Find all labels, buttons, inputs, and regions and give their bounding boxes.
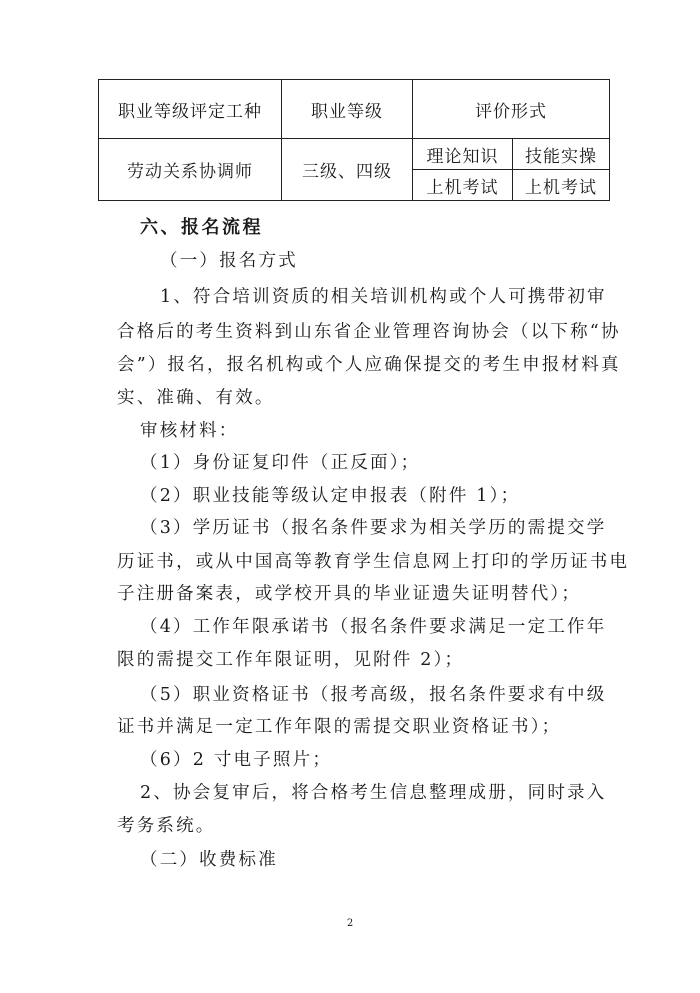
cell-trade: 劳动关系协调师: [99, 139, 282, 201]
cell-method-theory: 上机考试: [413, 170, 513, 201]
subsection-title-2: （二）收费标准: [140, 850, 278, 870]
section-heading: 六、报名流程: [140, 217, 263, 238]
list-item: （1）身份证复印件（正反面）；: [140, 453, 421, 473]
list-item: （2）职业技能等级认定申报表（附件 1）；: [140, 486, 521, 506]
list-item-continued: 限的需提交工作年限证明，见附件 2）；: [117, 650, 465, 670]
list-item-continued: 子注册备案表，或学校开具的毕业证遗失证明替代）；: [117, 584, 582, 604]
paragraph-line: 会”）报名，报名机构或个人应确保提交的考生申报材料真: [117, 355, 621, 375]
header-evaluation: 评价形式: [413, 80, 610, 139]
cell-method-practice: 上机考试: [513, 170, 610, 201]
list-item: （4）工作年限承诺书（报名条件要求满足一定工作年: [140, 617, 607, 637]
list-item-continued: 证书并满足一定工作年限的需提交职业资格证书）；: [117, 717, 562, 737]
paragraph-line: 实、准确、有效。: [117, 388, 275, 408]
header-trade: 职业等级评定工种: [99, 80, 282, 139]
occupation-table: [98, 79, 610, 201]
cell-levels: 三级、四级: [282, 139, 413, 201]
table-row: [99, 139, 610, 170]
cell-form-practice: 技能实操: [513, 139, 610, 170]
list-item: （3）学历证书（报名条件要求为相关学历的需提交学: [140, 518, 607, 538]
paragraph-line: 2、协会复审后，将合格考生信息整理成册，同时录入: [140, 783, 607, 803]
paragraph-line: 合格后的考生资料到山东省企业管理咨询协会（以下称“协: [117, 322, 621, 342]
paragraph-line: 考务系统。: [117, 816, 216, 836]
materials-label: 审核材料：: [140, 421, 239, 441]
paragraph-line: 1、符合培训资质的相关培训机构或个人可携带初审: [160, 287, 607, 307]
header-level: 职业等级: [282, 80, 413, 139]
table-header-row: [99, 80, 610, 139]
list-item: （5）职业资格证书（报考高级，报名条件要求有中级: [140, 685, 607, 705]
list-item-continued: 历证书，或从中国高等教育学生信息网上打印的学历证书电: [117, 552, 630, 572]
page-number: 2: [346, 918, 354, 929]
subsection-title-1: （一）报名方式: [160, 251, 298, 271]
list-item: （6）2 寸电子照片；: [140, 750, 333, 770]
cell-form-theory: 理论知识: [413, 139, 513, 170]
